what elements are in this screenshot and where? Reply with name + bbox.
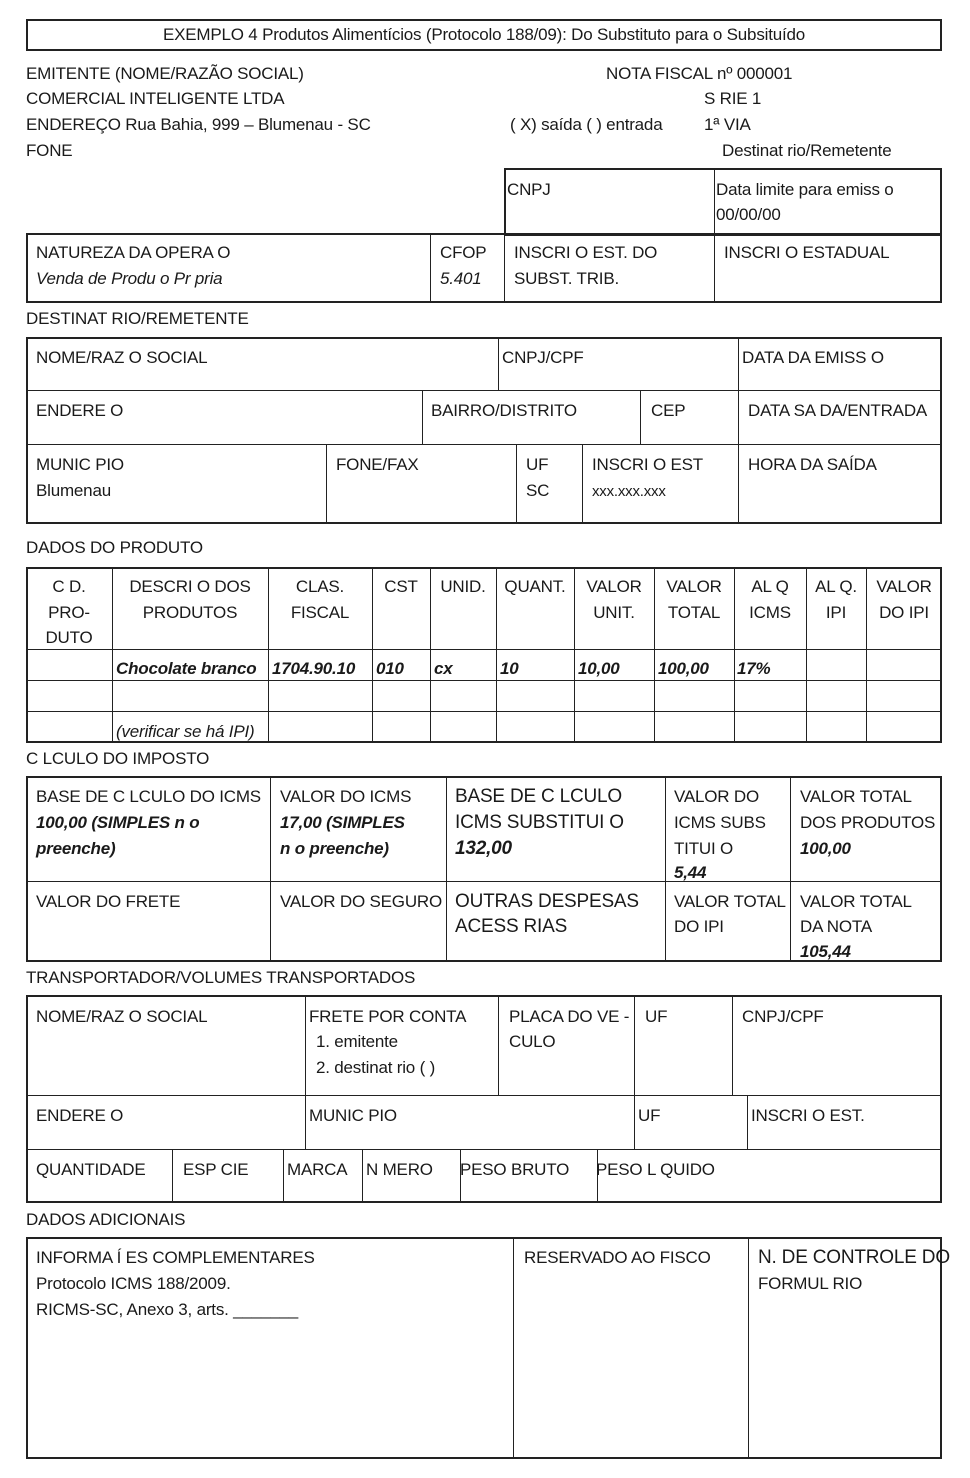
natureza-label: NATUREZA DA OPERA O xyxy=(36,243,231,262)
valor-subst-value: 5,44 xyxy=(674,863,707,882)
valor-subst-label-3: TITUI O xyxy=(674,839,734,858)
col-header-valor-total-2: TOTAL xyxy=(667,603,721,622)
col-header-aliq-ipi-2: IPI xyxy=(825,603,847,622)
dest-municipio-value: Blumenau xyxy=(36,481,111,500)
info-line2: RICMS-SC, Anexo 3, arts. _______ xyxy=(36,1300,298,1319)
row-descricao: Chocolate branco xyxy=(116,659,257,678)
imposto-section: C LCULO DO IMPOSTO xyxy=(26,749,210,768)
dest-data-saida-label: DATA SA DA/ENTRADA xyxy=(748,401,928,420)
base-icms-value-2: preenche) xyxy=(36,839,116,858)
dest-uf-label: UF xyxy=(526,455,549,474)
row-aliq-icms: 17% xyxy=(737,659,771,678)
info-line1: Protocolo ICMS 188/2009. xyxy=(36,1274,231,1293)
valor-subst-label: VALOR DO xyxy=(674,787,759,806)
valor-icms-label: VALOR DO ICMS xyxy=(280,787,412,806)
valor-subst-label-2: ICMS SUBS xyxy=(674,813,766,832)
col-header-cst: CST xyxy=(384,577,418,596)
row-unid: cx xyxy=(434,659,453,678)
destinatario-section: DESTINAT RIO/REMETENTE xyxy=(26,309,249,328)
col-header-clas: CLAS. xyxy=(295,577,345,596)
dest-bairro-label: BAIRRO/DISTRITO xyxy=(431,401,577,420)
col-header-quant: QUANT. xyxy=(504,577,566,596)
total-ipi-label-2: DO IPI xyxy=(674,917,724,936)
transp-peso-liquido-label: PESO L QUIDO xyxy=(596,1160,715,1179)
row-valor-unit: 10,00 xyxy=(578,659,620,678)
base-subst-value: 132,00 xyxy=(455,838,512,859)
valor-icms-value-2: n o preenche) xyxy=(280,839,389,858)
row-clas-fiscal: 1704.90.10 xyxy=(272,659,356,678)
row-quant: 10 xyxy=(500,659,519,678)
dest-inscr-label: INSCRI O EST xyxy=(592,455,703,474)
dest-hora-label: HORA DA SAÍDA xyxy=(748,455,877,474)
cfop-label: CFOP xyxy=(440,243,487,262)
emitente-label: EMITENTE (NOME/RAZÃO SOCIAL) xyxy=(26,64,304,83)
dest-inscr-value: xxx.xxx.xxx xyxy=(592,483,666,500)
valor-icms-value: 17,00 (SIMPLES xyxy=(280,813,405,832)
base-icms-value: 100,00 (SIMPLES n o xyxy=(36,813,200,832)
transp-frete-label: FRETE POR CONTA xyxy=(309,1007,467,1026)
col-header-aliq-icms: AL Q xyxy=(751,577,789,596)
col-header-valor-unit-2: UNIT. xyxy=(593,603,635,622)
document-title: EXEMPLO 4 Produtos Alimentícios (Protocolo 188/09): Do Substituto para o Subsituído xyxy=(162,25,806,44)
base-icms-label: BASE DE C LCULO DO ICMS xyxy=(36,787,261,806)
nota-via-dest: Destinat rio/Remetente xyxy=(722,141,892,160)
base-subst-label-2: ICMS SUBSTITUI O xyxy=(455,812,624,833)
transp-placa-label: PLACA DO VE - xyxy=(509,1007,630,1026)
transp-quantidade-label: QUANTIDADE xyxy=(36,1160,146,1179)
row-valor-total: 100,00 xyxy=(658,659,709,678)
total-produtos-label-2: DOS PRODUTOS xyxy=(800,813,936,832)
dest-endereco-label: ENDERE O xyxy=(36,401,124,420)
total-nota-label-2: DA NOTA xyxy=(800,917,872,936)
transp-municipio-label: MUNIC PIO xyxy=(309,1106,397,1125)
natureza-value: Venda de Produ o Pr pria xyxy=(36,269,223,288)
total-ipi-label: VALOR TOTAL xyxy=(674,892,786,911)
inscr-subst-label-2: SUBST. TRIB. xyxy=(514,269,619,288)
col-header-descricao: DESCRI O DOS xyxy=(129,577,251,596)
title-box xyxy=(26,19,942,51)
transp-placa-label-2: CULO xyxy=(509,1032,556,1051)
emitente-phone: FONE xyxy=(26,141,73,160)
col-header-descricao-2: PRODUTOS xyxy=(142,603,238,622)
adicionais-section: DADOS ADICIONAIS xyxy=(26,1210,186,1229)
row-cst: 010 xyxy=(376,659,404,678)
base-subst-label: BASE DE C LCULO xyxy=(455,786,622,807)
emitente-name: COMERCIAL INTELIGENTE LTDA xyxy=(26,89,285,108)
total-nota-value: 105,44 xyxy=(800,942,851,961)
transp-marca-label: MARCA xyxy=(287,1160,348,1179)
transp-cnpj-label: CNPJ/CPF xyxy=(742,1007,824,1026)
total-nota-label: VALOR TOTAL xyxy=(800,892,912,911)
inscr-estadual-label: INSCRI O ESTADUAL xyxy=(724,243,890,262)
produto-section: DADOS DO PRODUTO xyxy=(26,538,203,557)
transportador-section: TRANSPORTADOR/VOLUMES TRANSPORTADOS xyxy=(26,968,416,987)
controle-label: N. DE CONTROLE DO xyxy=(758,1247,950,1268)
col-header-valor-ipi: VALOR xyxy=(876,577,932,596)
transp-endereco-label: ENDERE O xyxy=(36,1106,124,1125)
col-header-aliq-ipi: AL Q. xyxy=(815,577,857,596)
dest-data-emissao-label: DATA DA EMISS O xyxy=(742,348,884,367)
col-header-clas-2: FISCAL xyxy=(290,603,350,622)
cnpj-label: CNPJ xyxy=(507,180,551,199)
transp-uf-label: UF xyxy=(645,1007,668,1026)
outras-label-2: ACESS RIAS xyxy=(455,916,568,937)
col-header-valor-total: VALOR xyxy=(666,577,722,596)
seguro-label: VALOR DO SEGURO xyxy=(280,892,442,911)
cfop-value: 5.401 xyxy=(440,269,482,288)
transp-peso-bruto-label: PESO BRUTO xyxy=(460,1160,570,1179)
transp-especie-label: ESP CIE xyxy=(183,1160,249,1179)
dest-fone-label: FONE/FAX xyxy=(336,455,419,474)
col-header-valor-unit: VALOR xyxy=(586,577,642,596)
col-header-codigo-2: PRO- xyxy=(48,603,90,622)
col-header-valor-ipi-2: DO IPI xyxy=(879,603,929,622)
col-header-codigo-3: DUTO xyxy=(45,628,93,647)
col-header-unid: UNID. xyxy=(440,577,486,596)
transp-frete-opt2: 2. destinat rio ( ) xyxy=(316,1058,436,1077)
transp-inscr-label: INSCRI O EST. xyxy=(751,1106,865,1125)
data-limite-label: Data limite para emiss o xyxy=(716,180,894,199)
controle-label-2: FORMUL RIO xyxy=(758,1274,863,1293)
outras-label: OUTRAS DESPESAS xyxy=(455,891,639,912)
dest-municipio-label: MUNIC PIO xyxy=(36,455,124,474)
dest-cep-label: CEP xyxy=(651,401,686,420)
produto-note: (verificar se há IPI) xyxy=(116,722,255,741)
info-label: INFORMA Í ES COMPLEMENTARES xyxy=(36,1248,315,1267)
nota-serie: S RIE 1 xyxy=(704,89,762,108)
transp-uf2-label: UF xyxy=(638,1106,661,1125)
transp-numero-label: N MERO xyxy=(366,1160,433,1179)
dest-uf-value: SC xyxy=(526,481,550,500)
data-limite-value: 00/00/00 xyxy=(716,205,781,224)
transp-frete-opt1: 1. emitente xyxy=(316,1032,398,1051)
dest-cnpj-label: CNPJ/CPF xyxy=(502,348,584,367)
col-header-codigo: C D. xyxy=(52,577,86,596)
frete-label: VALOR DO FRETE xyxy=(36,892,181,911)
nota-direction: ( X) saída ( ) entrada xyxy=(510,115,663,134)
inscr-subst-label: INSCRI O EST. DO xyxy=(514,243,658,262)
nota-number: NOTA FISCAL nº 000001 xyxy=(606,64,793,83)
fisco-label: RESERVADO AO FISCO xyxy=(524,1248,711,1267)
transp-nome-label: NOME/RAZ O SOCIAL xyxy=(36,1007,208,1026)
total-produtos-label: VALOR TOTAL xyxy=(800,787,912,806)
dest-nome-label: NOME/RAZ O SOCIAL xyxy=(36,348,208,367)
col-header-aliq-icms-2: ICMS xyxy=(749,603,791,622)
total-produtos-value: 100,00 xyxy=(800,839,851,858)
nota-via: 1ª VIA xyxy=(704,115,751,134)
emitente-address: ENDEREÇO Rua Bahia, 999 – Blumenau - SC xyxy=(26,115,371,134)
